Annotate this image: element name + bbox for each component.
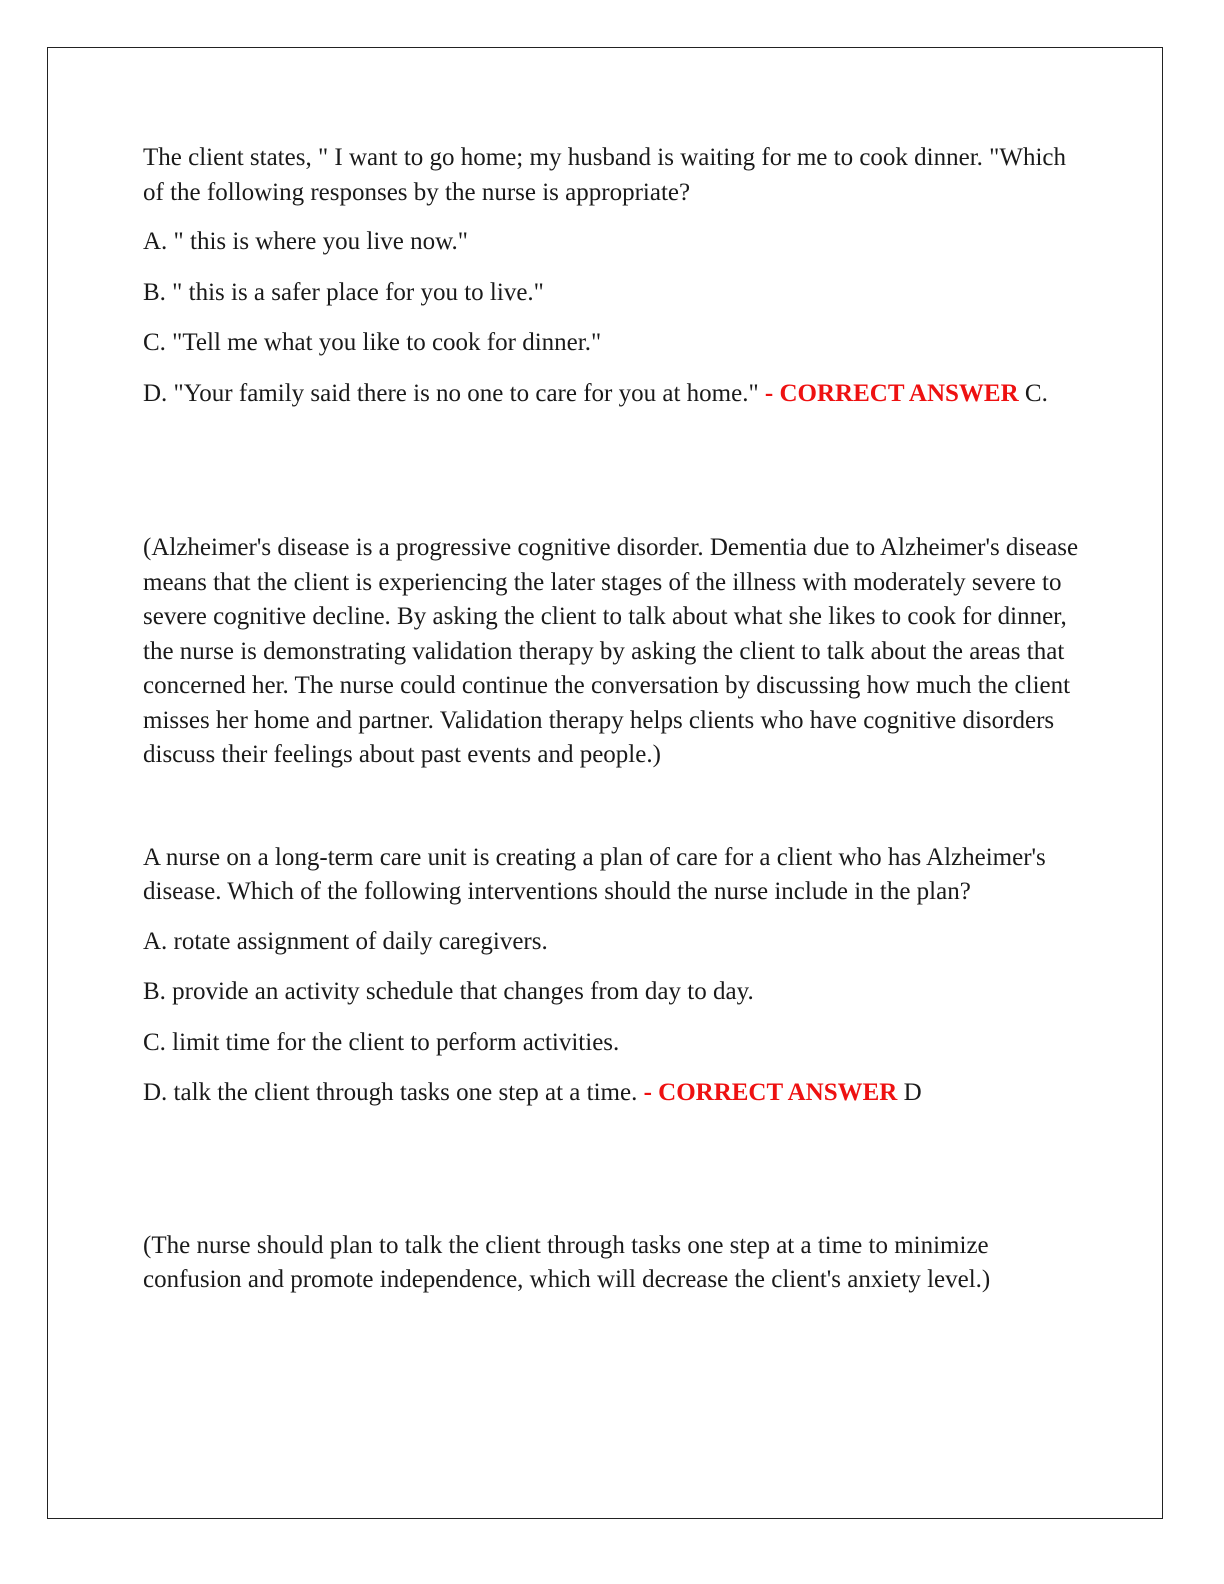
question-2-option-b: B. provide an activity schedule that changes from day to day.: [143, 978, 754, 1005]
question-1-option-d-line: [143, 377, 1083, 412]
question-2: [143, 841, 1083, 1111]
question-2-option-c: C. limit time for the client to perform activities.: [143, 1028, 620, 1056]
question-2-rationale: (The nurse should plan to talk the client through tasks one step at a time to minimize confusion and promote independence, which will decrease the client's anxiety level.): [143, 1231, 991, 1293]
question-2-option-d: D. talk the client through tasks one step at a time.: [143, 1079, 638, 1106]
question-2-option-d-line: [143, 1076, 1083, 1111]
question-1-answer-label: - CORRECT ANSWER: [764, 379, 1019, 407]
question-1-option-b: B. " this is a safer place for you to live.": [143, 278, 544, 306]
spacer: [143, 411, 1083, 531]
question-1-option-d: D. "Your family said there is no one to care for you at home.": [143, 379, 759, 407]
question-1-option-a: A. " this is where you live now.": [143, 228, 468, 255]
question-2-stem: A nurse on a long-term care unit is creating a plan of care for a client who has Alzheimer's disease. Which of the following interventions should the nurse include in the plan?: [143, 843, 1046, 905]
spacer: [143, 773, 1083, 841]
question-2-answer-label: - CORRECT ANSWER: [643, 1079, 898, 1106]
question-1: [143, 141, 1083, 411]
spacer: [143, 1111, 1083, 1229]
question-2-option-a: A. rotate assignment of daily caregivers.: [143, 927, 548, 955]
question-1-answer-value: C.: [1024, 379, 1048, 407]
question-1-rationale: (Alzheimer's disease is a progressive cognitive disorder. Dementia due to Alzheimer's disease means that the client is experiencing the later stages of the illness with moderately severe to severe cognitive decline. By asking the client to talk about what she likes to cook for dinner, the nurse is demonstrating validation therapy by asking the client to talk about the areas that concerned her. The nurse could continue the conversation by discussing how much the client misses her home and partner. Validation therapy helps clients who have cognitive disorders discuss their feelings about past events and people.): [143, 534, 1079, 768]
document-body: [143, 141, 1083, 1298]
question-2-answer-value: D: [903, 1079, 922, 1106]
question-1-stem: The client states, " I want to go home; my husband is waiting for me to cook dinner. "Which of the following responses by the nurse is appropriate?: [143, 144, 1066, 206]
question-1-option-c: C. "Tell me what you like to cook for dinner.": [143, 329, 602, 356]
